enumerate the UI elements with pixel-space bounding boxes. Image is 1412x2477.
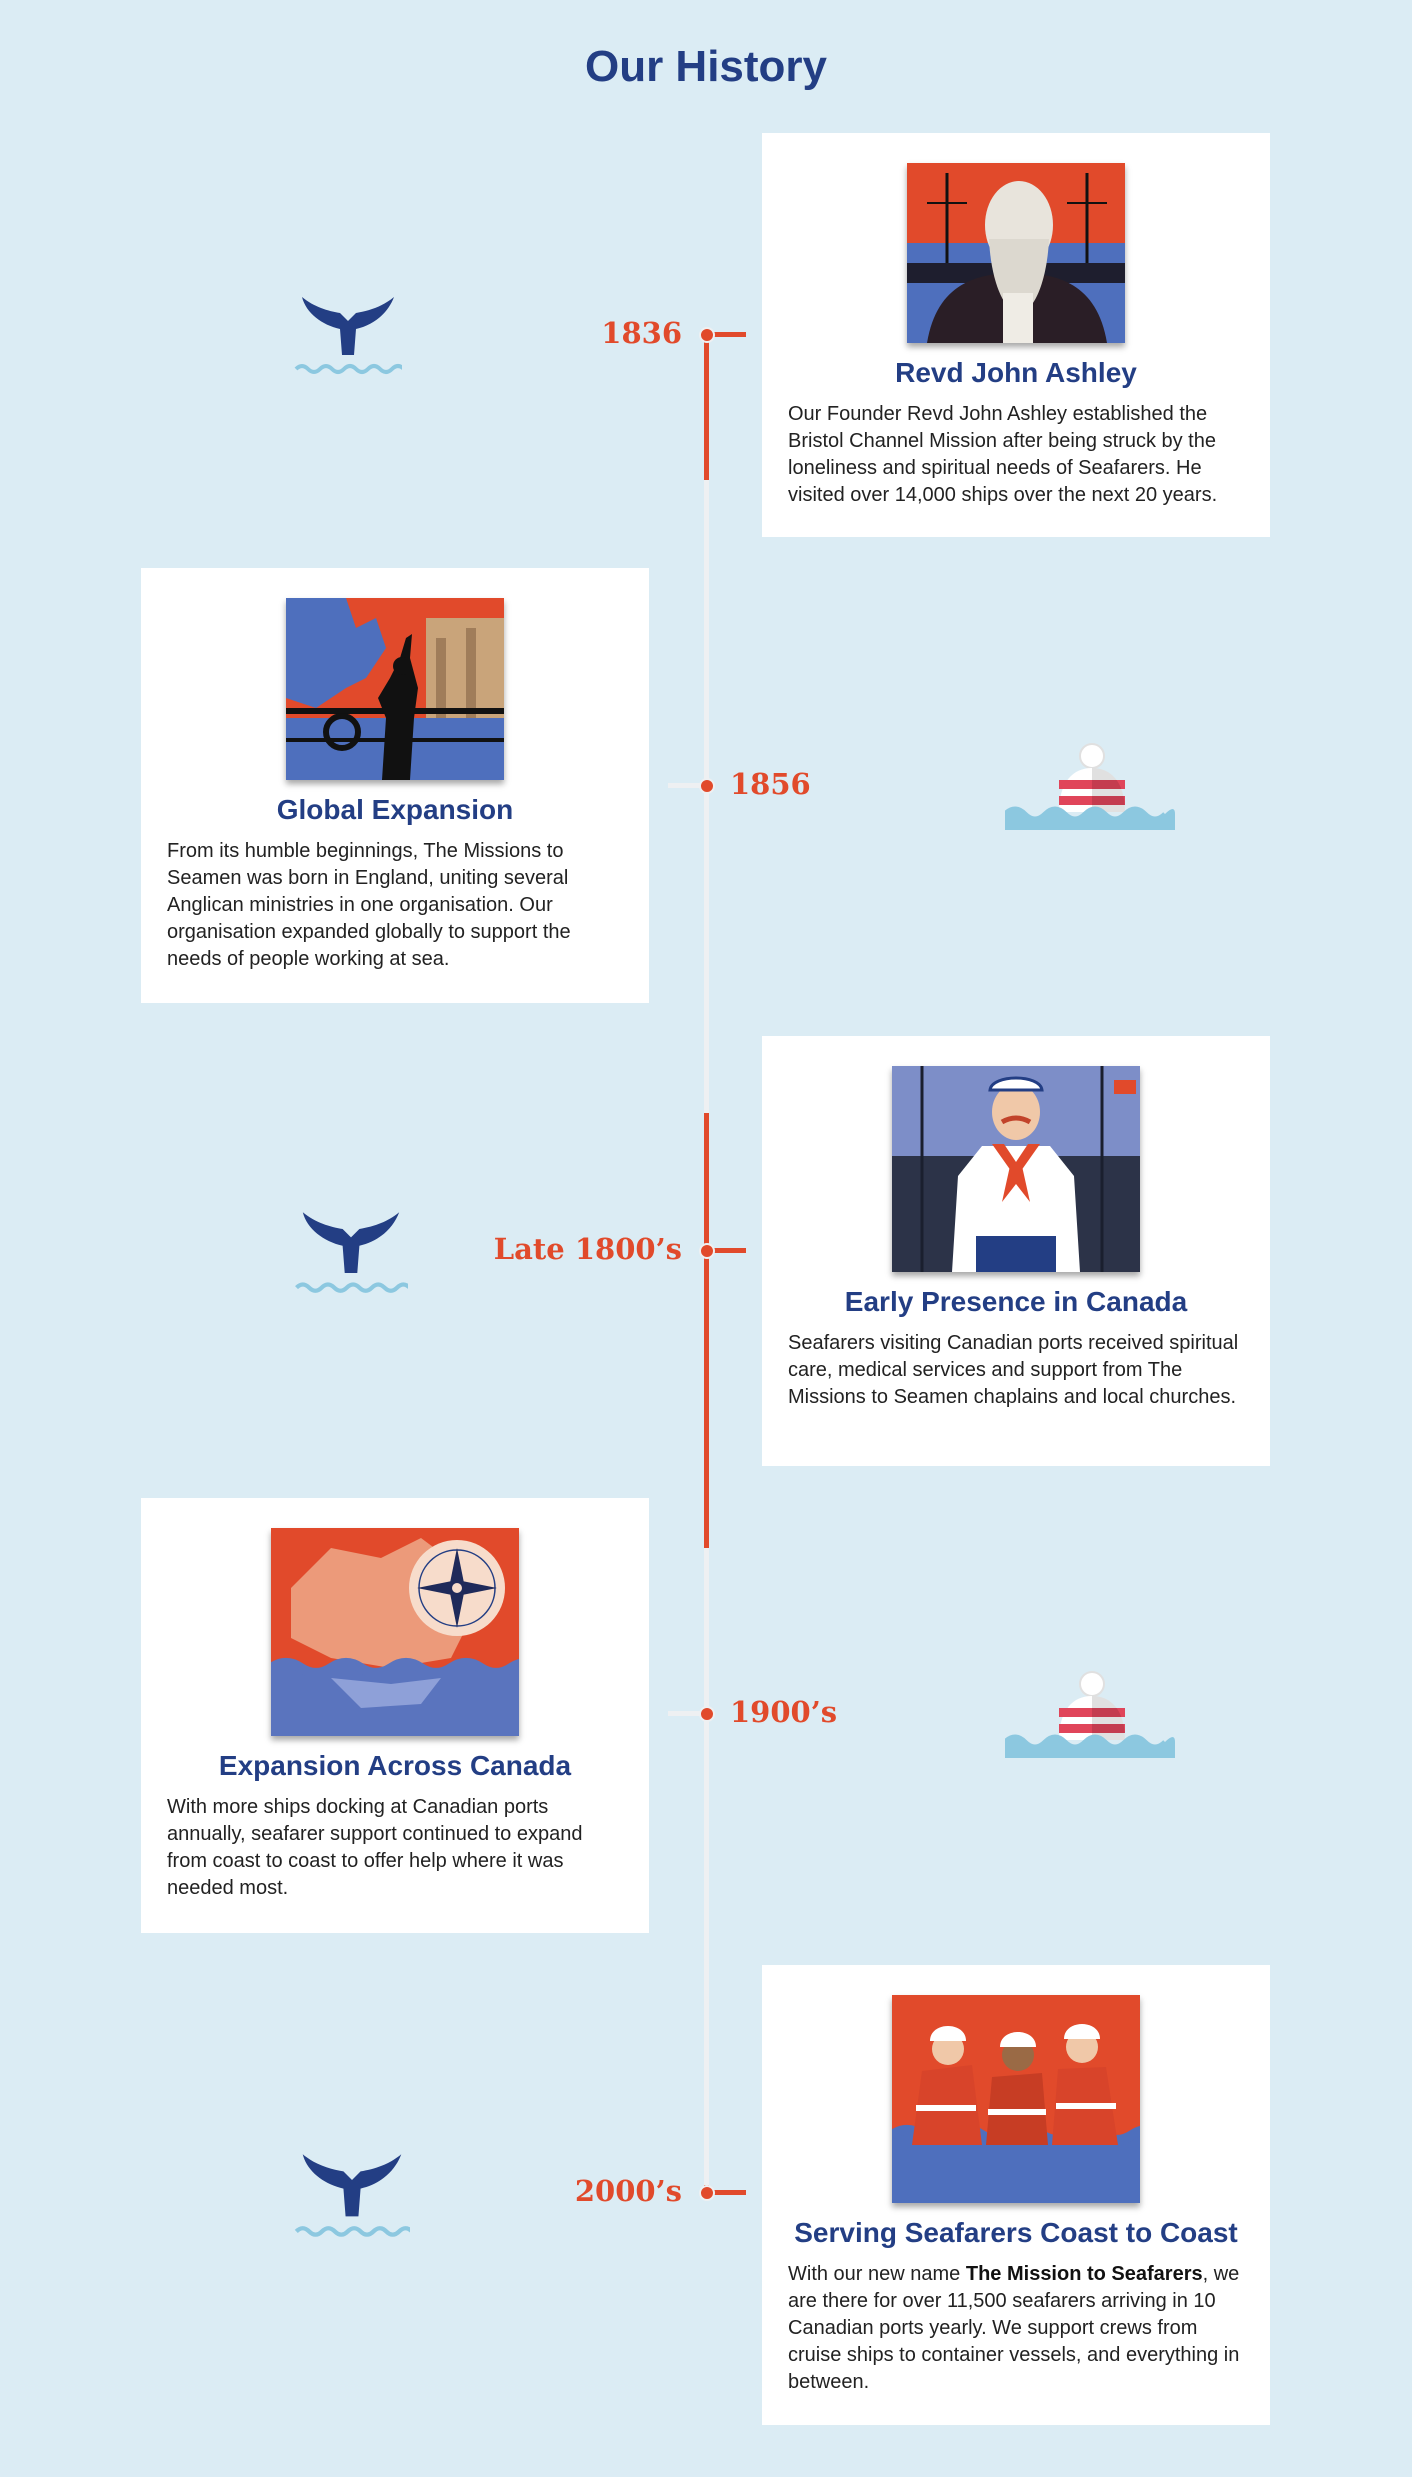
timeline-node bbox=[699, 778, 715, 794]
organisation-name: The Mission to Seafarers bbox=[965, 2263, 1203, 2285]
card-title: Serving Seafarers Coast to Coast bbox=[794, 2217, 1238, 2248]
timeline-node bbox=[699, 1243, 715, 1259]
page-title: Our History bbox=[584, 42, 828, 91]
card-description: Seafarers visiting Canadian ports received spiritual care, medical services and support from The Missions to Seamen chaplains and local churches. bbox=[788, 1332, 1239, 1408]
card-description: Our Founder Revd John Ashley established the Bristol Channel Mission after being struck by the loneliness and spiritual needs of Seafarers. He visited over 14,000 ships over the next 20 years. bbox=[788, 403, 1218, 506]
timeline-card bbox=[141, 1498, 649, 1933]
timeline-year: 1856 bbox=[730, 767, 811, 801]
buoy-icon bbox=[1005, 1670, 1175, 1758]
buoy-icon bbox=[1005, 742, 1175, 830]
card-title: Early Presence in Canada bbox=[844, 1286, 1188, 1317]
timeline-year: Late 1800’s bbox=[493, 1232, 682, 1266]
card-description bbox=[788, 2261, 1244, 2396]
whale-tail-icon bbox=[294, 1208, 408, 1296]
card-description: From its humble beginnings, The Missions to Seamen was born in England, uniting several Anglican ministries in one organisation. Our organisation expanded globally to support the needs of people working at sea. bbox=[167, 840, 571, 970]
timeline-card bbox=[141, 568, 649, 1003]
timeline-node bbox=[699, 2185, 715, 2201]
card-title: Expansion Across Canada bbox=[218, 1750, 572, 1781]
timeline-card bbox=[762, 1965, 1270, 2425]
card-description: With more ships docking at Canadian ports annually, seafarer support continued to expand from coast to coast to offer help where it was needed most. bbox=[167, 1796, 583, 1899]
timeline-highlight bbox=[704, 330, 709, 480]
timeline-year: 1836 bbox=[601, 316, 682, 350]
timeline-node bbox=[699, 1706, 715, 1722]
timeline-highlight bbox=[704, 1113, 709, 1548]
timeline-card bbox=[762, 1036, 1270, 1466]
crew-illustration bbox=[892, 1995, 1140, 2203]
timeline-card bbox=[762, 133, 1270, 537]
whale-tail-icon bbox=[294, 293, 402, 377]
card-title: Global Expansion bbox=[276, 794, 514, 825]
portrait-illustration bbox=[907, 163, 1125, 343]
timeline-node bbox=[699, 327, 715, 343]
card-description-text: With our new name bbox=[788, 2263, 966, 2285]
card-description-text: , we are there for over 11,500 seafarers arriving in 10 Canadian ports yearly. We support crews from cruise ships to container vessels, and everything in between. bbox=[788, 2263, 1240, 2393]
sailor-illustration bbox=[892, 1066, 1140, 1272]
timeline-year: 2000’s bbox=[574, 2174, 682, 2208]
canada-map-compass-illustration bbox=[271, 1528, 519, 1736]
card-title: Revd John Ashley bbox=[895, 357, 1137, 388]
timeline-year: 1900’s bbox=[730, 1695, 838, 1729]
sailor-map-illustration bbox=[286, 598, 504, 780]
whale-tail-icon bbox=[294, 2150, 410, 2240]
